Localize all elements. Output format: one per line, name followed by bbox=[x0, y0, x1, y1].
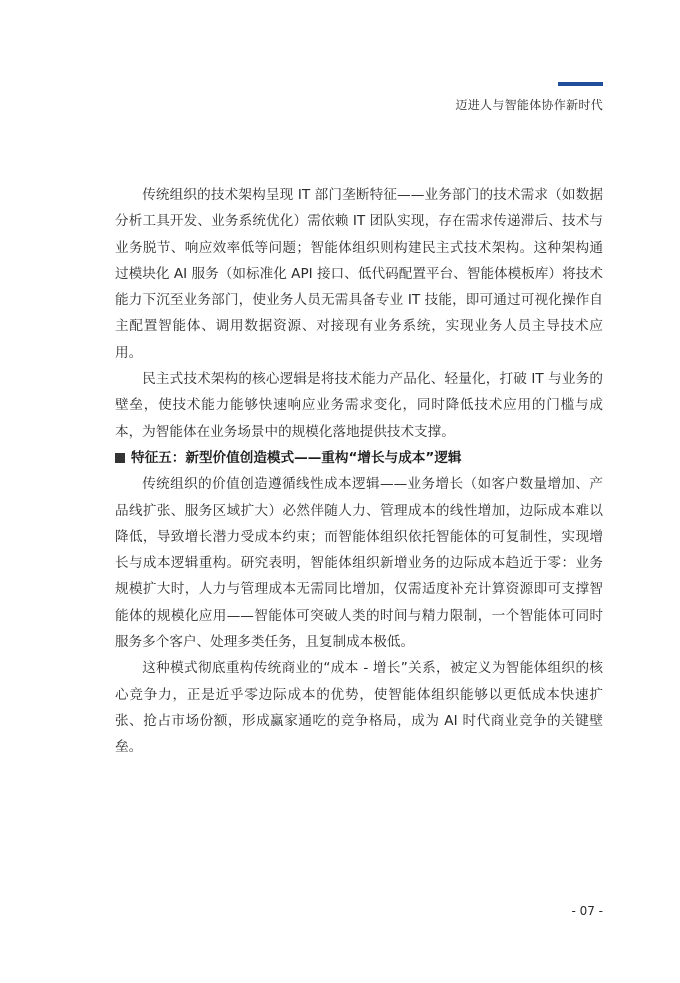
paragraph: 民主式技术架构的核心逻辑是将技术能力产品化、轻量化，打破 IT 与业务的壁垒，使技术能力能够快速响应业务需求变化，同时降低技术应用的门槛与成本，为智能体在业务场景中的规模化落地提供技术支撑。 bbox=[115, 371, 603, 440]
paragraph: 传统组织的价值创造遵循线性成本逻辑——业务增长（如客户数量增加、产品线扩张、服务区域扩大）必然伴随人力、管理成本的线性增加，边际成本难以降低，导致增长潜力受成本约束；而智能体组织依托智能体的可复制性，实现增长与成本逻辑重构。研究表明，智能体组织新增业务的边际成本趋近于零：业务规模扩大时，人力与管理成本无需同比增加，仅需适度补充计算资源即可支撑智能体的规模化应用——智能体可突破人类的时间与精力限制，一个智能体可同时服务多个客户、处理多类任务，且复制成本极低。 bbox=[115, 476, 603, 651]
header-accent-rule bbox=[558, 82, 603, 86]
main-body-text bbox=[115, 182, 603, 761]
running-header-title: 迈进人与智能体协作新时代 bbox=[455, 98, 603, 112]
section-heading bbox=[115, 445, 603, 471]
paragraph: 这种模式彻底重构传统商业的“成本 - 增长”关系，被定义为智能体组织的核心竞争力，正是近乎零边际成本的优势，使智能体组织能够以更低成本快速扩张、抢占市场份额，形成赢家通吃的竞争格局，成为 AI 时代商业竞争的关键壁垒。 bbox=[115, 660, 603, 756]
paragraph: 传统组织的技术架构呈现 IT 部门垄断特征——业务部门的技术需求（如数据分析工具开发、业务系统优化）需依赖 IT 团队实现，存在需求传递滞后、技术与业务脱节、响应效率低等问题；智能体组织则构建民主式技术架构。这种架构通过模块化 AI 服务（如标准化 API 接口、低代码配置平台、智能体模板库）将技术能力下沉至业务部门，使业务人员无需具备专业 IT 技能，即可通过可视化操作自主配置智能体、调用数据资源、对接现有业务系统，实现业务人员主导技术应用。 bbox=[115, 187, 603, 361]
square-bullet-icon bbox=[115, 453, 125, 463]
page-number: - 07 - bbox=[571, 904, 603, 918]
section-heading-text: 特征五：新型价值创造模式——重构“增长与成本”逻辑 bbox=[131, 449, 462, 466]
